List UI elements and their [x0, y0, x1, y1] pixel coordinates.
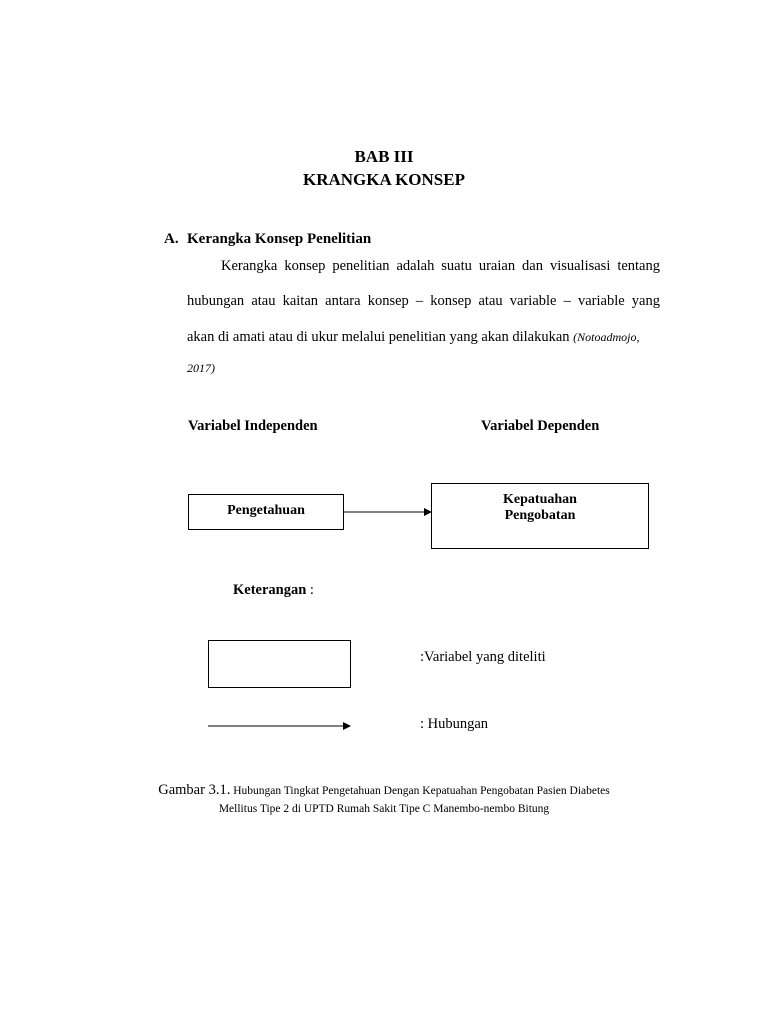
chapter-title: KRANGKA KONSEP [303, 170, 465, 189]
citation-part-2: 2017) [187, 361, 215, 375]
chapter-heading: BAB III [354, 147, 414, 166]
citation-part-1: (Notoadmojo, [573, 330, 640, 344]
figure-caption-line-1 [0, 782, 768, 799]
paragraph-line-1: Kerangka konsep penelitian adalah suatu uraian dan visualisasi tentang [221, 258, 660, 274]
paragraph-line-2: hubungan atau kaitan antara konsep – konsep atau variable – variable yang [187, 293, 660, 309]
relation-arrow [344, 505, 434, 519]
independent-box-text: Pengetahuan [227, 503, 305, 518]
figure-caption-line-1-text: Hubungan Tingkat Pengetahuan Dengan Kepatuahan Pengobatan Pasien Diabetes [230, 785, 610, 797]
paragraph-line-3 [187, 329, 639, 346]
figure-caption-line-2: Mellitus Tipe 2 di UPTD Rumah Sakit Tipe C Manembo-nembo Bitung [218, 803, 550, 815]
dependent-box-text-line-2: Pengobatan [504, 508, 576, 523]
dependent-variable-box [431, 483, 649, 549]
independent-variable-label: Variabel Independen [188, 418, 318, 434]
independent-variable-box [188, 494, 344, 530]
legend-box-sample [208, 640, 351, 688]
dependent-box-text-line-1: Kepatuahan [503, 492, 577, 507]
legend-title-colon: : [306, 582, 314, 598]
dependent-variable-label: Variabel Dependen [481, 418, 600, 434]
legend-title-text: Keterangan [233, 582, 307, 598]
section-title: Kerangka Konsep Penelitian [187, 231, 372, 247]
figure-caption-lead: Gambar 3.1. [158, 782, 231, 798]
legend-title [233, 582, 314, 599]
legend-arrow-sample [208, 719, 353, 733]
legend-arrow-meaning: : Hubungan [420, 716, 489, 732]
section-letter: A. [164, 231, 179, 247]
legend-box-meaning: :Variabel yang diteliti [420, 649, 546, 665]
paragraph-line-3-text: akan di amati atau di ukur melalui penelitian yang akan dilakukan [187, 329, 570, 345]
